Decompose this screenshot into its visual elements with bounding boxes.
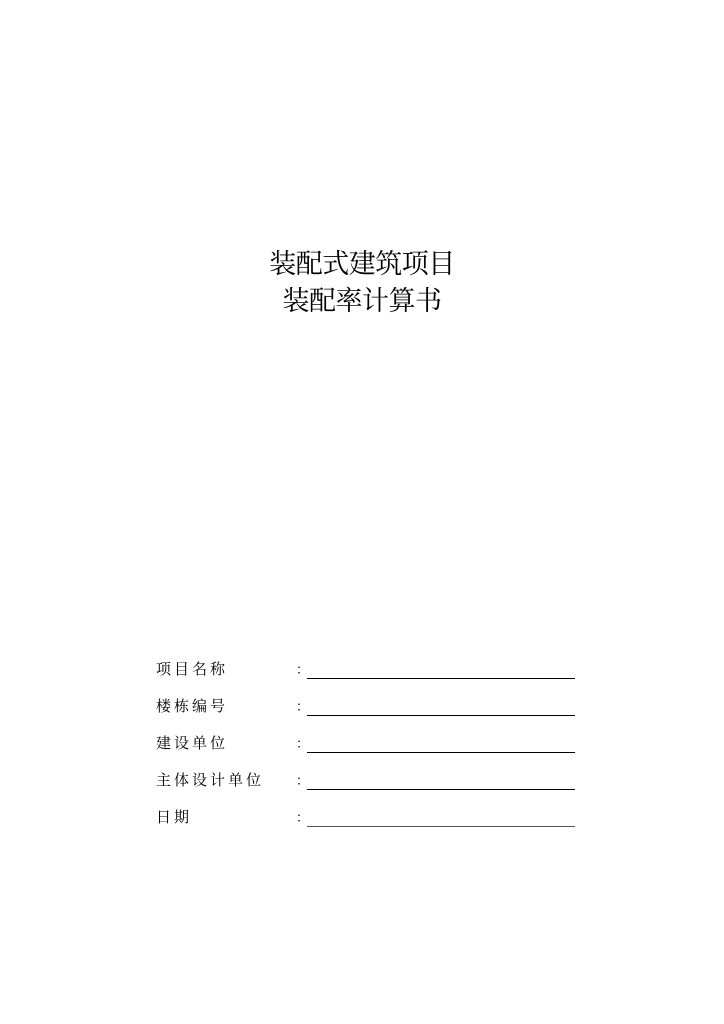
form-colon: ： xyxy=(296,811,310,826)
form-label-date: 日期 xyxy=(156,808,193,826)
form-row-date xyxy=(156,806,586,843)
form-label-building-number: 楼栋编号 xyxy=(156,697,229,715)
document-title xyxy=(0,246,724,320)
construction-unit-field[interactable] xyxy=(307,752,575,753)
title-line-1: 装配式建筑项目 xyxy=(269,249,455,280)
form-row-building-number xyxy=(156,695,586,732)
main-design-unit-field[interactable] xyxy=(307,789,575,790)
title-line-2: 装配率计算书 xyxy=(282,286,442,317)
form-colon: ： xyxy=(296,700,310,715)
form-colon: ： xyxy=(296,737,310,752)
building-number-field[interactable] xyxy=(307,715,575,716)
form-label-project-name: 项目名称 xyxy=(156,660,229,678)
form-label-main-design-unit: 主体设计单位 xyxy=(156,771,265,789)
project-name-field[interactable] xyxy=(307,678,575,679)
form-colon: ： xyxy=(296,774,310,789)
form-colon: ： xyxy=(296,663,310,678)
date-field[interactable] xyxy=(307,826,575,827)
cover-form xyxy=(156,658,586,843)
form-row-project-name xyxy=(156,658,586,695)
form-row-main-design-unit xyxy=(156,769,586,806)
form-row-construction-unit xyxy=(156,732,586,769)
form-label-construction-unit: 建设单位 xyxy=(156,734,229,752)
